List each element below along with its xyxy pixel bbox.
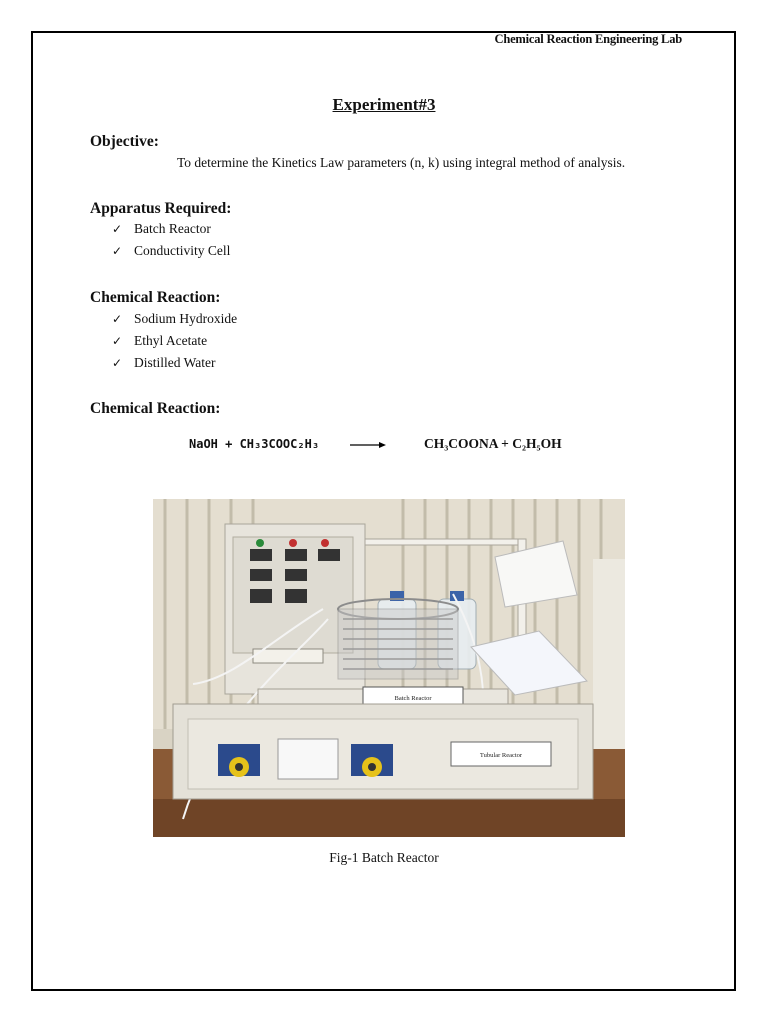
reaction-heading: Chemical Reaction: xyxy=(90,400,221,417)
objective-text: To determine the Kinetics Law parameters (n, k) using integral method of analysis. xyxy=(177,155,626,170)
top-sign-text: Batch Reactor xyxy=(394,695,432,702)
chemicals-list xyxy=(112,308,237,374)
objective-heading: Objective: xyxy=(90,133,159,150)
reaction-arrow-icon xyxy=(350,441,386,449)
apparatus-heading: Apparatus Required: xyxy=(90,200,232,217)
chemicals-heading: Chemical Reaction: xyxy=(90,289,221,306)
checkmark-icon: ✓ xyxy=(112,312,123,326)
bottom-sign-text: Tubular Reactor xyxy=(479,752,523,759)
list-item xyxy=(112,218,230,240)
list-item xyxy=(112,308,237,330)
list-item-label: Distilled Water xyxy=(134,355,216,370)
list-item xyxy=(112,352,237,374)
list-item-label: Ethyl Acetate xyxy=(134,333,208,348)
checkmark-icon: ✓ xyxy=(112,222,123,236)
list-item-label: Batch Reactor xyxy=(134,221,211,236)
list-item xyxy=(112,240,230,262)
page-title xyxy=(0,95,768,115)
figure-caption: Fig-1 Batch Reactor xyxy=(329,850,439,865)
lab-header: Chemical Reaction Engineering Lab xyxy=(494,32,682,46)
reaction-reactants: NaOH + CH₃3COOC₂H₃ xyxy=(189,437,320,451)
checkmark-icon: ✓ xyxy=(112,334,123,348)
list-item xyxy=(112,330,237,352)
checkmark-icon: ✓ xyxy=(112,244,123,258)
apparatus-list xyxy=(112,218,230,262)
batch-reactor-photo xyxy=(153,499,625,837)
list-item-label: Sodium Hydroxide xyxy=(134,311,238,326)
checkmark-icon: ✓ xyxy=(112,356,123,370)
experiment-title: Experiment#3 xyxy=(332,95,436,114)
list-item-label: Conductivity Cell xyxy=(134,243,231,258)
reaction-products: CH₃COONA + C₂H₅OH xyxy=(424,436,562,451)
